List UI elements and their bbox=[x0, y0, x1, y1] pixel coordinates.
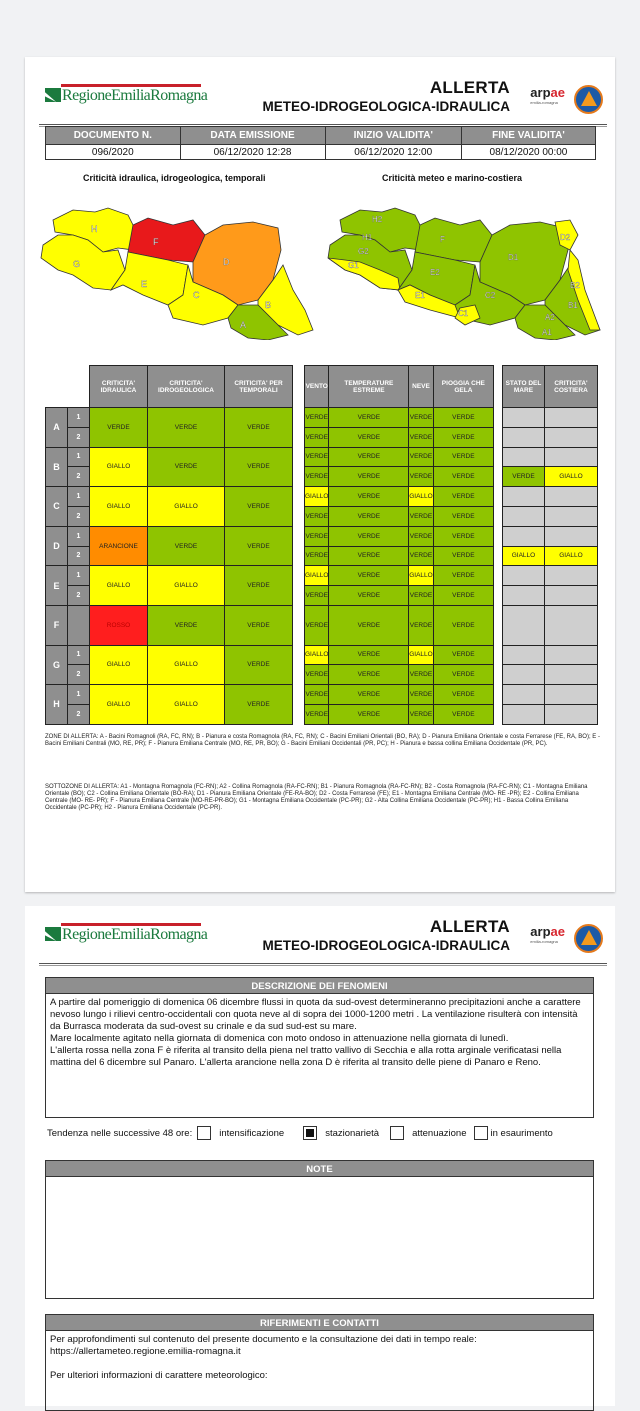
protezione-civile-logo-icon bbox=[574, 85, 603, 114]
meteo-cell: VERDE bbox=[305, 427, 329, 447]
meteo-cell: GIALLO bbox=[305, 487, 329, 507]
marine-cell bbox=[544, 447, 597, 467]
marine-cell bbox=[544, 645, 597, 665]
meteo-cell: VERDE bbox=[305, 605, 329, 645]
column-header: CRITICITA' PER TEMPORALI bbox=[225, 366, 293, 408]
meteo-cell: VERDE bbox=[305, 704, 329, 724]
zone-label: A bbox=[46, 408, 68, 448]
marine-cell bbox=[544, 408, 597, 428]
map-label-f: F bbox=[153, 237, 159, 247]
description-paragraph: Mare localmente agitato nella giornata di domenica con moto ondoso in attenuazione nella giornata di lunedì. bbox=[50, 1033, 509, 1044]
meteo-cell: VERDE bbox=[329, 605, 409, 645]
trend-checkbox-esaurimento[interactable] bbox=[474, 1126, 488, 1140]
alert-title: ALLERTA bbox=[429, 917, 510, 936]
references-link[interactable]: https://allertameteo.regione.emilia-romagna.it bbox=[50, 1346, 241, 1357]
subzone-label: 1 bbox=[68, 487, 90, 507]
description-paragraph: A partire dal pomeriggio di domenica 06 dicembre flussi in quota da sud-ovest determineranno precipitazioni anche a carattere nevoso lungo i rilievi centro-occidentali con quota neve al di sopra dei 1000-1200 metri . La ventilazione risulterà con intensità da Burrasca moderata da sud-ovest su crinale e da sud sud-est su mare. bbox=[50, 997, 581, 1032]
subzone-label bbox=[68, 605, 90, 645]
marine-cell bbox=[503, 408, 545, 428]
issue-date: 06/12/2020 12:28 bbox=[180, 145, 325, 160]
map-label-h2: H2 bbox=[372, 215, 383, 224]
criticality-cell: VERDE bbox=[225, 408, 293, 448]
alert-subtitle: METEO-IDROGEOLOGICA-IDRAULICA bbox=[262, 99, 510, 114]
map-label-b1: B1 bbox=[568, 301, 578, 310]
criticality-cell: VERDE bbox=[148, 408, 225, 448]
marine-cell: GIALLO bbox=[544, 546, 597, 566]
document-header bbox=[25, 896, 615, 966]
column-header: STATO DEL MARE bbox=[503, 366, 545, 408]
meteo-cell: VERDE bbox=[433, 704, 493, 724]
marine-cell bbox=[544, 566, 597, 586]
marine-cell bbox=[503, 506, 545, 526]
subzone-legend-note: SOTTOZONE DI ALLERTA: A1 - Montagna Romagnola (FC-RN); A2 - Collina Romagnola (RA-FC-RN); B1 - Pianura Romagnola (RA-FC-RN); B2 - Costa Romagnola (RA-FC-RN); C1 - Montagna Emiliana Orientale (BO); C2 - Collina Emiliana Orientale (BO-RA); D1 - Pianura Emiliana Orientale (FE-RA-BO); D2 - Costa Ferrarese (FE); E1 - Montagna Emiliana Centrale (MO- RE -PR); E2 - Collina Emiliana Centrale (MO- RE- PR); F - Pianura Emiliana Centrale (MO-RE-PR-BO); G1 - Montagna Emiliana Occidentale (PC-PR); G2 - Alta Collina Emiliana Occidentale (PC-PR); H1 - Bassa Collina Emiliana Occidentale (PC-PR); H2 - Pianura Emiliana Occidentale (PC-PR). bbox=[45, 784, 588, 811]
meteo-cell: GIALLO bbox=[409, 566, 433, 586]
meteo-cell: VERDE bbox=[305, 526, 329, 546]
map-label-e2: E2 bbox=[430, 268, 440, 277]
marine-cell bbox=[544, 506, 597, 526]
arpae-logo: arpae emilia-romagna bbox=[530, 85, 565, 105]
marine-cell bbox=[503, 685, 545, 705]
document-number: 096/2020 bbox=[46, 145, 181, 160]
marine-cell bbox=[544, 526, 597, 546]
subzone-label: 1 bbox=[68, 566, 90, 586]
map-label-c1: C1 bbox=[458, 309, 469, 318]
criticality-cell: ARANCIONE bbox=[90, 526, 148, 566]
criticality-cell: VERDE bbox=[225, 447, 293, 487]
meteo-cell: VERDE bbox=[329, 704, 409, 724]
criticality-cell: VERDE bbox=[90, 408, 148, 448]
hydro-criticality-table bbox=[45, 365, 293, 725]
meteo-cell: VERDE bbox=[409, 447, 433, 467]
meteo-cell: VERDE bbox=[433, 566, 493, 586]
column-header: TEMPERATURE ESTREME bbox=[329, 366, 409, 408]
criticality-cell: ROSSO bbox=[90, 605, 148, 645]
criticality-cell: GIALLO bbox=[90, 447, 148, 487]
map-label-d2: D2 bbox=[560, 233, 571, 242]
meteo-cell: VERDE bbox=[305, 586, 329, 606]
marine-cell bbox=[544, 665, 597, 685]
map-label-e1: E1 bbox=[415, 291, 425, 300]
meteo-cell: VERDE bbox=[433, 665, 493, 685]
meteo-cell: GIALLO bbox=[409, 645, 433, 665]
subzone-label: 2 bbox=[68, 467, 90, 487]
meta-header: DOCUMENTO N. bbox=[46, 127, 181, 145]
regione-logo: RegioneEmiliaRomagna bbox=[45, 84, 203, 110]
meteo-cell: GIALLO bbox=[305, 566, 329, 586]
marine-cell bbox=[544, 685, 597, 705]
zone-label: F bbox=[46, 605, 68, 645]
trend-option-label: intensificazione bbox=[219, 1127, 285, 1139]
criticality-cell: VERDE bbox=[225, 566, 293, 606]
criticality-cell: VERDE bbox=[225, 605, 293, 645]
map-label-e: E bbox=[141, 279, 148, 289]
map-label-a: A bbox=[240, 320, 247, 330]
map-label-d1: D1 bbox=[508, 253, 519, 262]
criticality-cell: VERDE bbox=[225, 685, 293, 725]
regione-logo: RegioneEmiliaRomagna bbox=[45, 923, 203, 949]
document-header bbox=[25, 57, 615, 127]
marine-cell bbox=[503, 704, 545, 724]
subzone-label: 2 bbox=[68, 427, 90, 447]
meteo-cell: GIALLO bbox=[409, 487, 433, 507]
meteo-cell: VERDE bbox=[409, 546, 433, 566]
description-header: DESCRIZIONE DEI FENOMENI bbox=[45, 977, 594, 994]
trend-checkbox-stazionarieta[interactable] bbox=[303, 1126, 317, 1140]
meteo-cell: VERDE bbox=[409, 586, 433, 606]
map-label-a2: A2 bbox=[545, 313, 555, 322]
meteo-cell: VERDE bbox=[433, 408, 493, 428]
marine-cell: VERDE bbox=[503, 467, 545, 487]
criticality-cell: VERDE bbox=[225, 645, 293, 685]
document-page-1 bbox=[25, 57, 615, 892]
meteo-cell: VERDE bbox=[433, 447, 493, 467]
meteo-cell: VERDE bbox=[409, 685, 433, 705]
alert-title: ALLERTA bbox=[429, 78, 510, 97]
description-body bbox=[45, 994, 594, 1118]
criticality-cell: GIALLO bbox=[90, 566, 148, 606]
meteo-cell: VERDE bbox=[409, 467, 433, 487]
column-header: CRITICITA' IDRAULICA bbox=[90, 366, 148, 408]
map-label-d: D bbox=[223, 257, 230, 267]
map-label-h1: H1 bbox=[362, 233, 373, 242]
marine-cell bbox=[544, 427, 597, 447]
meteo-cell: VERDE bbox=[433, 586, 493, 606]
meteo-cell: VERDE bbox=[305, 467, 329, 487]
meteo-cell: VERDE bbox=[329, 447, 409, 467]
marine-cell bbox=[503, 427, 545, 447]
meteo-cell: VERDE bbox=[409, 427, 433, 447]
references-header: RIFERIMENTI E CONTATTI bbox=[45, 1314, 594, 1331]
criticality-cell: GIALLO bbox=[148, 566, 225, 606]
marine-criticality-table bbox=[502, 365, 598, 725]
map-label-h: H bbox=[91, 224, 98, 234]
meteo-cell: VERDE bbox=[433, 506, 493, 526]
column-header: NEVE bbox=[409, 366, 433, 408]
flag-icon bbox=[45, 927, 61, 941]
subzone-label: 2 bbox=[68, 586, 90, 606]
zone-label: C bbox=[46, 487, 68, 527]
arpae-logo: arpae emilia-romagna bbox=[530, 924, 565, 944]
marine-cell bbox=[544, 704, 597, 724]
zone-label: B bbox=[46, 447, 68, 487]
right-map-caption: Criticità meteo e marino-costiera bbox=[382, 173, 523, 183]
map-label-g2: G2 bbox=[358, 247, 369, 256]
trend-checkbox-attenuazione[interactable] bbox=[390, 1126, 404, 1140]
hydro-criticality-map bbox=[33, 190, 318, 340]
meteo-cell: VERDE bbox=[409, 506, 433, 526]
meteo-cell: VERDE bbox=[409, 704, 433, 724]
meteo-cell: VERDE bbox=[433, 487, 493, 507]
map-label-g1: G1 bbox=[348, 261, 359, 270]
meta-header: DATA EMISSIONE bbox=[180, 127, 325, 145]
meteo-cell: VERDE bbox=[329, 467, 409, 487]
meteo-cell: VERDE bbox=[433, 467, 493, 487]
meteo-criticality-map bbox=[320, 190, 605, 340]
meteo-cell: VERDE bbox=[305, 506, 329, 526]
subzone-label: 1 bbox=[68, 408, 90, 428]
criticality-cell: VERDE bbox=[148, 447, 225, 487]
marine-cell bbox=[544, 586, 597, 606]
subzone-label: 2 bbox=[68, 704, 90, 724]
criticality-cell: GIALLO bbox=[148, 487, 225, 527]
map-label-a1: A1 bbox=[542, 328, 552, 337]
meteo-cell: VERDE bbox=[433, 526, 493, 546]
marine-cell bbox=[503, 447, 545, 467]
zone-label: D bbox=[46, 526, 68, 566]
meteo-criticality-table bbox=[304, 365, 494, 725]
marine-cell bbox=[544, 487, 597, 507]
criticality-cell: VERDE bbox=[225, 526, 293, 566]
trend-option-label: in esaurimento bbox=[490, 1127, 553, 1139]
meteo-cell: VERDE bbox=[329, 665, 409, 685]
validity-end: 08/12/2020 00:00 bbox=[461, 145, 595, 160]
zone-legend-note: ZONE DI ALLERTA: A - Bacini Romagnoli (RA, FC, RN); B - Pianura e costa Romagnola (RA, FC, RN); C - Bacini Emiliani Orientali (BO, RA); D - Pianura Emiliana Orientale e costa Ferrarese (FE, RA, BO); E - Bacini Emiliani Centrali (MO, RE, PR); F - Pianura Emiliana Centrale (MO, RE, PR, BO); G - Bacini Emiliani Occidentali (PR, PC); H - Pianura e bassa collina Emiliana Occidentale (PR, PC). bbox=[45, 734, 600, 747]
meteo-cell: VERDE bbox=[329, 427, 409, 447]
meteo-cell: VERDE bbox=[433, 605, 493, 645]
description-paragraph: L'allerta rossa nella zona F è riferita al transito della piena nel tratto vallivo di Secchia e alla rotta arginale verificatasi nella mattina del 6 dicembre sul Panaro. L'allerta arancione nella zona D è riferita al transito delle piene di Panaro e Reno. bbox=[50, 1045, 562, 1068]
document-page-2 bbox=[25, 906, 615, 1406]
meteo-cell: VERDE bbox=[329, 566, 409, 586]
column-header: VENTO bbox=[305, 366, 329, 408]
subzone-label: 1 bbox=[68, 685, 90, 705]
map-label-b: B bbox=[265, 300, 272, 310]
subzone-label: 2 bbox=[68, 506, 90, 526]
meteo-cell: VERDE bbox=[409, 605, 433, 645]
meteo-cell: VERDE bbox=[329, 685, 409, 705]
marine-cell bbox=[544, 605, 597, 645]
meteo-cell: VERDE bbox=[409, 408, 433, 428]
references-text: Per approfondimenti sul contenuto del presente documento e la consultazione dei dati in tempo reale: bbox=[50, 1334, 477, 1345]
trend-checkbox-intensificazione[interactable] bbox=[197, 1126, 211, 1140]
references-body bbox=[45, 1331, 594, 1411]
validity-start: 06/12/2020 12:00 bbox=[325, 145, 461, 160]
subzone-label: 2 bbox=[68, 665, 90, 685]
meta-header: FINE VALIDITA' bbox=[461, 127, 595, 145]
meteo-cell: VERDE bbox=[433, 645, 493, 665]
meta-header: INIZIO VALIDITA' bbox=[325, 127, 461, 145]
marine-cell: GIALLO bbox=[544, 467, 597, 487]
meteo-cell: VERDE bbox=[329, 487, 409, 507]
references-text: Per ulteriori informazioni di carattere meteorologico: bbox=[50, 1370, 268, 1381]
marine-cell bbox=[503, 665, 545, 685]
subzone-label: 2 bbox=[68, 546, 90, 566]
criticality-cell: VERDE bbox=[148, 526, 225, 566]
criticality-cell: GIALLO bbox=[90, 645, 148, 685]
meteo-cell: VERDE bbox=[305, 546, 329, 566]
subzone-label: 1 bbox=[68, 526, 90, 546]
meteo-cell: VERDE bbox=[329, 645, 409, 665]
criticality-cell: GIALLO bbox=[148, 685, 225, 725]
zone-label: G bbox=[46, 645, 68, 685]
header-divider bbox=[39, 963, 607, 966]
map-label-g: G bbox=[73, 259, 81, 269]
protezione-civile-logo-icon bbox=[574, 924, 603, 953]
meteo-cell: VERDE bbox=[305, 685, 329, 705]
meteo-cell: VERDE bbox=[433, 685, 493, 705]
criticality-cell: VERDE bbox=[225, 487, 293, 527]
marine-cell bbox=[503, 487, 545, 507]
notes-body bbox=[45, 1177, 594, 1299]
meteo-cell: VERDE bbox=[305, 665, 329, 685]
map-label-c2: C2 bbox=[485, 291, 496, 300]
trend-option-label: stazionarietà bbox=[325, 1127, 380, 1139]
meteo-cell: VERDE bbox=[329, 526, 409, 546]
meteo-cell: VERDE bbox=[329, 408, 409, 428]
blank-corner bbox=[46, 366, 90, 408]
criticality-cell: GIALLO bbox=[90, 487, 148, 527]
trend-row bbox=[47, 1126, 553, 1140]
subzone-label: 1 bbox=[68, 645, 90, 665]
meteo-cell: VERDE bbox=[409, 526, 433, 546]
meteo-cell: VERDE bbox=[329, 586, 409, 606]
left-map-caption: Criticità idraulica, idrogeologica, temporali bbox=[83, 173, 266, 183]
column-header: PIOGGIA CHE GELA bbox=[433, 366, 493, 408]
map-label-f: F bbox=[440, 235, 445, 244]
meteo-cell: VERDE bbox=[329, 506, 409, 526]
meteo-cell: VERDE bbox=[409, 665, 433, 685]
marine-cell bbox=[503, 586, 545, 606]
meteo-cell: VERDE bbox=[305, 447, 329, 467]
meteo-cell: VERDE bbox=[329, 546, 409, 566]
document-meta-table bbox=[45, 126, 596, 160]
marine-cell bbox=[503, 526, 545, 546]
criticality-cell: GIALLO bbox=[90, 685, 148, 725]
map-label-b2: B2 bbox=[570, 281, 580, 290]
zone-label: E bbox=[46, 566, 68, 606]
marine-cell bbox=[503, 566, 545, 586]
notes-header: NOTE bbox=[45, 1160, 594, 1177]
meteo-cell: VERDE bbox=[433, 427, 493, 447]
criticality-cell: VERDE bbox=[148, 605, 225, 645]
flag-icon bbox=[45, 88, 61, 102]
column-header: CRITICITA' COSTIERA bbox=[544, 366, 597, 408]
trend-label: Tendenza nelle successive 48 ore: bbox=[47, 1127, 193, 1139]
zone-label: H bbox=[46, 685, 68, 725]
marine-cell bbox=[503, 605, 545, 645]
subzone-label: 1 bbox=[68, 447, 90, 467]
alert-subtitle: METEO-IDROGEOLOGICA-IDRAULICA bbox=[262, 938, 510, 953]
column-header: CRITICITA' IDROGEOLOGICA bbox=[148, 366, 225, 408]
marine-cell: GIALLO bbox=[503, 546, 545, 566]
trend-option-label: attenuazione bbox=[412, 1127, 467, 1139]
map-label-c: C bbox=[193, 290, 200, 300]
criticality-cell: GIALLO bbox=[148, 645, 225, 685]
meteo-cell: VERDE bbox=[433, 546, 493, 566]
meteo-cell: GIALLO bbox=[305, 645, 329, 665]
marine-cell bbox=[503, 645, 545, 665]
meteo-cell: VERDE bbox=[305, 408, 329, 428]
